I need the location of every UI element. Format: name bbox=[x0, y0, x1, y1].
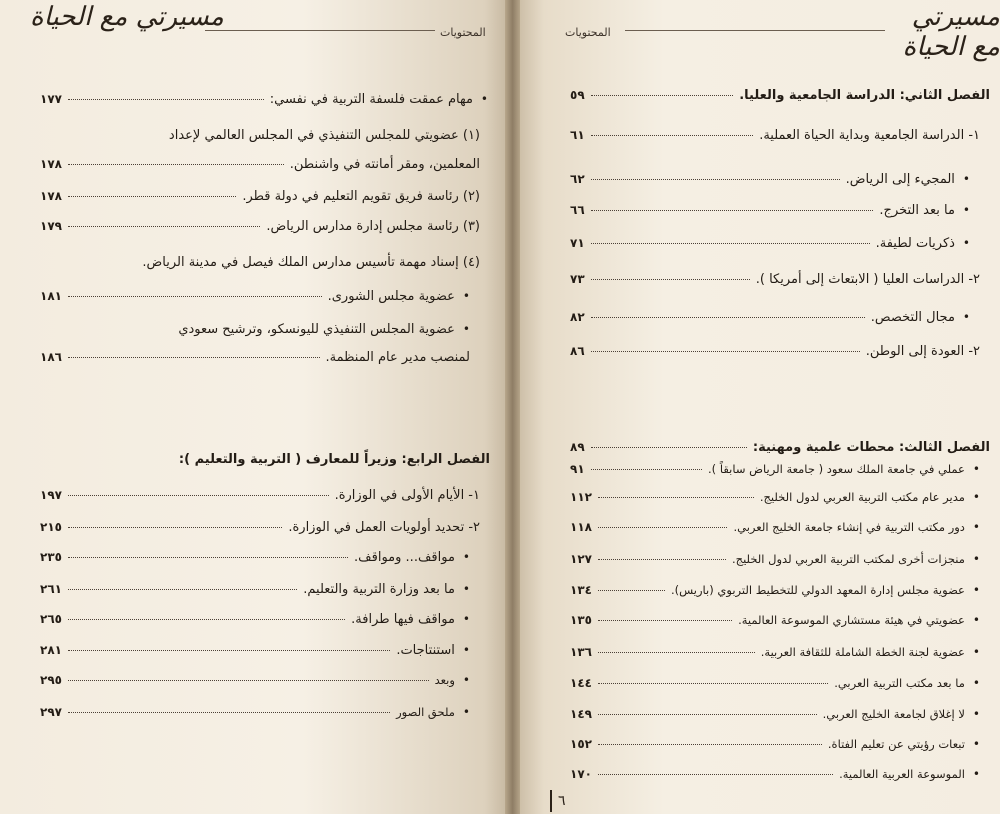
toc-entry bbox=[570, 645, 980, 659]
toc-entry-title: استنتاجات. bbox=[396, 643, 455, 658]
toc-entry-title: عضوية مجلس إدارة المعهد الدولي للتخطيط التربوي (باريس). bbox=[671, 583, 965, 597]
toc-entry-page: ٥٩ bbox=[570, 88, 585, 102]
toc-entry bbox=[570, 272, 980, 287]
toc-entry-page: ١٣٤ bbox=[570, 583, 592, 597]
toc-entry-page: ١٧٨ bbox=[40, 189, 62, 203]
bullet-icon: • bbox=[962, 172, 970, 186]
toc-entry-page: ٢٣٥ bbox=[40, 550, 62, 564]
running-head: المحتويات bbox=[440, 26, 486, 39]
leader-dots bbox=[68, 495, 329, 496]
toc-entry-page: ٦٦ bbox=[570, 203, 585, 217]
toc-entry-title: الفصل الثاني: الدراسة الجامعية والعليا. bbox=[739, 88, 990, 103]
toc-entry-title: (٤) إسناد مهمة تأسيس مدارس الملك فيصل في مدينة الرياض. bbox=[142, 255, 480, 270]
toc-entry-title: مدير عام مكتب التربية العربي لدول الخليج. bbox=[759, 490, 965, 504]
toc-entry-title: مواقف فيها طرافة. bbox=[351, 612, 455, 627]
leader-dots bbox=[68, 712, 390, 713]
bullet-icon: • bbox=[462, 673, 470, 687]
toc-entry-title: وبعد bbox=[434, 673, 455, 687]
toc-entry-title: عضوية المجلس التنفيذي لليونسكو، وترشيح سعودي bbox=[178, 322, 455, 337]
toc-entry-title: عضوية لجنة الخطة الشاملة للثقافة العربية. bbox=[760, 645, 965, 659]
leader-dots bbox=[68, 164, 284, 165]
leader-dots bbox=[591, 179, 840, 180]
toc-entry-page: ١٨١ bbox=[40, 289, 62, 303]
toc-entry-title: ملحق الصور bbox=[396, 705, 455, 719]
toc-entry-title: ما بعد التخرج. bbox=[879, 203, 955, 218]
toc-entry-title: ١- الدراسة الجامعية وبداية الحياة العملية. bbox=[759, 128, 980, 143]
toc-entry-title: دور مكتب التربية في إنشاء جامعة الخليج العربي. bbox=[733, 520, 965, 534]
leader-dots bbox=[68, 680, 429, 681]
toc-entry-title: ما بعد وزارة التربية والتعليم. bbox=[303, 582, 455, 597]
bullet-icon: • bbox=[972, 583, 980, 597]
toc-entry bbox=[570, 676, 980, 690]
leader-dots bbox=[591, 279, 750, 280]
toc-entry-page: ١٩٧ bbox=[40, 488, 62, 502]
toc-entry-page: ١٤٤ bbox=[570, 676, 592, 690]
page-number: ٦ bbox=[558, 793, 566, 809]
toc-entry-page: ١٤٩ bbox=[570, 707, 592, 721]
bullet-icon: • bbox=[972, 490, 980, 504]
toc-entry-page: ٨٩ bbox=[570, 440, 585, 454]
bullet-icon: • bbox=[962, 236, 970, 250]
toc-entry-title: مواقف... ومواقف. bbox=[354, 550, 455, 565]
bullet-icon: • bbox=[972, 462, 980, 476]
toc-entry-page: ٨٢ bbox=[570, 310, 585, 324]
book-gutter bbox=[505, 0, 520, 814]
toc-entry bbox=[40, 322, 470, 337]
toc-entry bbox=[40, 582, 470, 597]
bullet-icon: • bbox=[972, 552, 980, 566]
bullet-icon: • bbox=[462, 550, 470, 564]
leader-dots bbox=[598, 744, 822, 745]
toc-entry-title: ما بعد مكتب التربية العربي. bbox=[834, 676, 965, 690]
toc-entry bbox=[40, 157, 480, 172]
bullet-icon: • bbox=[462, 643, 470, 657]
bullet-icon: • bbox=[962, 203, 970, 217]
toc-entry-page: ٧٣ bbox=[570, 272, 585, 286]
leader-dots bbox=[591, 469, 702, 470]
toc-entry-page: ١١٨ bbox=[570, 520, 592, 534]
page-number-rule bbox=[550, 790, 552, 812]
toc-entry bbox=[40, 128, 480, 143]
toc-entry-page: ٢٦٥ bbox=[40, 612, 62, 626]
leader-dots bbox=[598, 620, 732, 621]
toc-entry bbox=[40, 92, 488, 107]
toc-entry-page: ٢٩٥ bbox=[40, 673, 62, 687]
toc-entry-title: ١- الأيام الأولى في الوزارة. bbox=[334, 488, 480, 503]
leader-dots bbox=[68, 589, 297, 590]
leader-dots bbox=[591, 447, 747, 448]
toc-entry bbox=[570, 462, 980, 476]
toc-entry bbox=[570, 552, 980, 566]
toc-entry bbox=[40, 255, 480, 270]
toc-entry-title: ذكريات لطيفة. bbox=[875, 236, 955, 251]
toc-entry-title: منجزات أخرى لمكتب التربية العربي لدول الخليج. bbox=[731, 552, 965, 566]
leader-dots bbox=[598, 497, 754, 498]
bullet-icon: • bbox=[462, 582, 470, 596]
toc-entry bbox=[40, 673, 470, 687]
toc-entry bbox=[40, 550, 470, 565]
toc-entry-title: عضوية مجلس الشورى. bbox=[327, 289, 455, 304]
leader-dots bbox=[591, 243, 870, 244]
leader-dots bbox=[598, 527, 728, 528]
toc-entry-title: المجيء إلى الرياض. bbox=[845, 172, 955, 187]
bullet-icon: • bbox=[972, 707, 980, 721]
toc-entry-page: ٢٦١ bbox=[40, 582, 62, 596]
toc-entry-title: المعلمين، ومقر أمانته في واشنطن. bbox=[289, 157, 480, 172]
toc-entry-title: لا إغلاق لجامعة الخليج العربي. bbox=[822, 707, 965, 721]
leader-dots bbox=[68, 357, 320, 358]
leader-dots bbox=[591, 317, 865, 318]
toc-entry-page: ١٣٦ bbox=[570, 645, 592, 659]
leader-dots bbox=[591, 135, 754, 136]
toc-entry-page: ٦١ bbox=[570, 128, 585, 142]
toc-entry bbox=[570, 490, 980, 504]
bullet-icon: • bbox=[462, 289, 470, 303]
toc-entry bbox=[570, 310, 970, 325]
bullet-icon: • bbox=[962, 310, 970, 324]
leader-dots bbox=[68, 99, 264, 100]
toc-entry bbox=[40, 189, 480, 204]
leader-dots bbox=[591, 351, 860, 352]
bullet-icon: • bbox=[972, 520, 980, 534]
toc-entry bbox=[570, 737, 980, 751]
bullet-icon: • bbox=[462, 612, 470, 626]
leader-dots bbox=[591, 95, 734, 96]
toc-entry-page: ١٧٨ bbox=[40, 157, 62, 171]
toc-entry-page: ٢٨١ bbox=[40, 643, 62, 657]
toc-entry bbox=[570, 344, 980, 359]
leader-dots bbox=[591, 210, 874, 211]
leader-dots bbox=[68, 650, 390, 651]
leader-dots bbox=[598, 590, 665, 591]
book-title-logo: مسيرتي مع الحياة bbox=[30, 2, 224, 32]
leader-dots bbox=[598, 774, 833, 775]
header-rule bbox=[625, 30, 885, 31]
toc-entry bbox=[570, 583, 980, 597]
toc-entry bbox=[40, 289, 470, 304]
toc-entry-page: ١١٢ bbox=[570, 490, 592, 504]
toc-entry-title: ٢- الدراسات العليا ( الابتعاث إلى أمريكا ). bbox=[755, 272, 980, 287]
chapter-heading bbox=[570, 440, 990, 455]
toc-entry-title: الفصل الثالث: محطات علمية ومهنية: bbox=[752, 440, 990, 455]
leader-dots bbox=[68, 226, 260, 227]
toc-entry bbox=[570, 203, 970, 218]
bullet-icon: • bbox=[462, 705, 470, 719]
toc-entry bbox=[40, 520, 480, 535]
toc-entry bbox=[40, 488, 480, 503]
bullet-icon: • bbox=[480, 92, 488, 106]
leader-dots bbox=[598, 683, 828, 684]
toc-entry-page: ١٧٩ bbox=[40, 219, 62, 233]
toc-entry-page: ١٣٥ bbox=[570, 613, 592, 627]
toc-entry-page: ٨٦ bbox=[570, 344, 585, 358]
right-page bbox=[520, 0, 1000, 814]
toc-entry-title: (٢) رئاسة فريق تقويم التعليم في دولة قطر. bbox=[242, 189, 480, 204]
bullet-icon: • bbox=[462, 322, 470, 336]
toc-entry-page: ١٧٠ bbox=[570, 767, 592, 781]
toc-entry-page: ٦٢ bbox=[570, 172, 585, 186]
toc-entry bbox=[40, 612, 470, 627]
leader-dots bbox=[598, 714, 817, 715]
running-head: المحتويات bbox=[565, 26, 611, 39]
toc-entry-page: ٢٩٧ bbox=[40, 705, 62, 719]
bullet-icon: • bbox=[972, 613, 980, 627]
toc-entry bbox=[40, 643, 470, 658]
toc-entry bbox=[570, 236, 970, 251]
leader-dots bbox=[598, 559, 726, 560]
toc-entry-title: الموسوعة العربية العالمية. bbox=[839, 767, 965, 781]
leader-dots bbox=[68, 196, 236, 197]
toc-entry-title: عضويتي في هيئة مستشاري الموسوعة العالمية. bbox=[738, 613, 965, 627]
toc-entry-page: ١٥٢ bbox=[570, 737, 592, 751]
bullet-icon: • bbox=[972, 767, 980, 781]
toc-entry-title: الفصل الرابع: وزيراً للمعارف ( التربية والتعليم ): bbox=[178, 452, 490, 467]
leader-dots bbox=[68, 557, 348, 558]
toc-entry-page: ١٧٧ bbox=[40, 92, 62, 106]
toc-entry bbox=[570, 767, 980, 781]
chapter-heading bbox=[40, 452, 490, 467]
leader-dots bbox=[68, 619, 345, 620]
toc-entry bbox=[40, 219, 480, 234]
bullet-icon: • bbox=[972, 676, 980, 690]
bullet-icon: • bbox=[972, 737, 980, 751]
toc-entry-title: ٢- تحديد أولويات العمل في الوزارة. bbox=[288, 520, 480, 535]
bullet-icon: • bbox=[972, 645, 980, 659]
toc-entry-title: مهام عمقت فلسفة التربية في نفسي: bbox=[269, 92, 473, 107]
toc-entry-title: (٣) رئاسة مجلس إدارة مدارس الرياض. bbox=[266, 219, 480, 234]
toc-entry-page: ١٢٧ bbox=[570, 552, 592, 566]
toc-entry bbox=[40, 350, 470, 365]
leader-dots bbox=[68, 296, 322, 297]
toc-entry-title: لمنصب مدير عام المنظمة. bbox=[325, 350, 470, 365]
toc-entry-title: عملي في جامعة الملك سعود ( جامعة الرياض سابقاً ). bbox=[708, 462, 965, 476]
toc-entry-page: ٧١ bbox=[570, 236, 585, 250]
toc-entry bbox=[570, 707, 980, 721]
toc-entry bbox=[570, 172, 970, 187]
toc-entry bbox=[570, 128, 980, 143]
toc-entry-page: ٢١٥ bbox=[40, 520, 62, 534]
leader-dots bbox=[598, 652, 755, 653]
toc-entry bbox=[570, 520, 980, 534]
leader-dots bbox=[68, 527, 282, 528]
toc-entry-page: ٩١ bbox=[570, 462, 585, 476]
toc-entry-title: (١) عضويتي للمجلس التنفيذي في المجلس العالمي لإعداد bbox=[168, 128, 480, 143]
toc-entry bbox=[40, 705, 470, 719]
toc-entry-title: مجال التخصص. bbox=[870, 310, 955, 325]
book-title-logo: مسيرتي مع الحياة bbox=[902, 2, 1000, 62]
toc-entry-title: تبعات رؤيتي عن تعليم الفتاة. bbox=[827, 737, 965, 751]
toc-entry bbox=[570, 613, 980, 627]
toc-entry-title: ٢- العودة إلى الوطن. bbox=[865, 344, 980, 359]
header-rule bbox=[205, 30, 435, 31]
toc-entry-page: ١٨٦ bbox=[40, 350, 62, 364]
chapter-heading bbox=[570, 88, 990, 103]
